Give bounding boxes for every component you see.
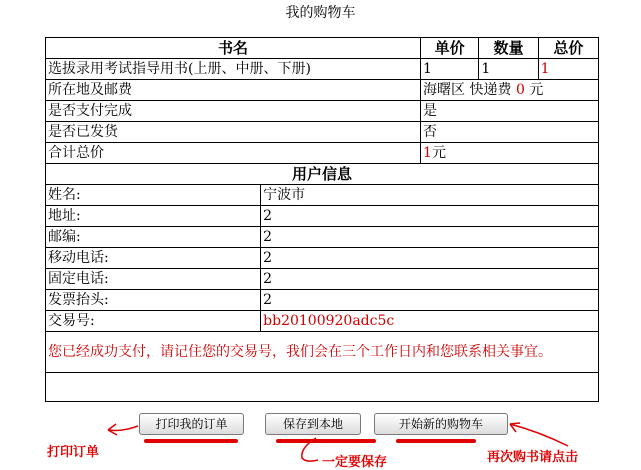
shipping-region: 海曙区 [423,82,466,98]
paid-label: 是否支付完成 [46,101,421,122]
user-field-value: 2 [261,290,599,311]
grand-total-amount: 1 [423,145,432,161]
user-field-value: 2 [261,206,599,227]
shipping-fee: 0 [515,82,525,98]
user-field-value: 2 [261,227,599,248]
new-cart-arrow [510,424,568,446]
success-message: 您已经成功支付，请记住您的交易号，我们会在三个工作日内和您联系相关事宜。 [46,332,599,373]
user-field-label: 地址: [46,206,261,227]
quantity: 1 [479,59,538,80]
user-field-value: 2 [261,269,599,290]
shipped-value: 否 [421,122,599,143]
user-field-value: 2 [261,248,599,269]
book-title: 选拔录用考试指导用书(上册、中册、下册) [46,59,421,80]
save-local-button[interactable]: 保存到本地 [265,413,361,435]
save-annotation: 一定要保存 [322,455,388,470]
total-header: 总价 [538,38,598,59]
new-cart-annotation: 再次购书请点击 [487,450,579,465]
new-cart-arrow-head [510,423,520,432]
shipping-label: 所在地及邮费 [46,80,421,101]
new-cart-button[interactable]: 开始新的购物车 [374,413,508,435]
transaction-id: bb20100920adc5c [261,311,599,332]
page-title: 我的购物车 [285,5,356,21]
user-field-label: 姓名: [46,185,261,206]
quantity-header: 数量 [479,38,538,59]
unit-price: 1 [421,59,479,80]
user-field-label: 邮编: [46,227,261,248]
grand-total-unit: 元 [431,145,446,161]
grand-total-label: 合计总价 [46,143,421,164]
print-arrow-head [108,424,117,435]
print-order-button[interactable]: 打印我的订单 [139,413,244,435]
paid-value: 是 [421,101,599,122]
user-field-label: 发票抬头: [46,290,261,311]
shipped-label: 是否已发货 [46,122,421,143]
user-info-heading: 用户信息 [46,164,599,185]
user-field-label: 移动电话: [46,248,261,269]
user-field-label: 固定电话: [46,269,261,290]
item-total: 1 [538,59,598,80]
book-header: 书名 [46,38,421,59]
print-annotation: 打印订单 [47,445,100,460]
shipping-method: 快递费 [469,82,512,98]
shipping-unit: 元 [529,82,544,98]
unit-price-header: 单价 [421,38,479,59]
user-field-value: 宁波市 [261,185,599,206]
transaction-label: 交易号: [46,311,261,332]
